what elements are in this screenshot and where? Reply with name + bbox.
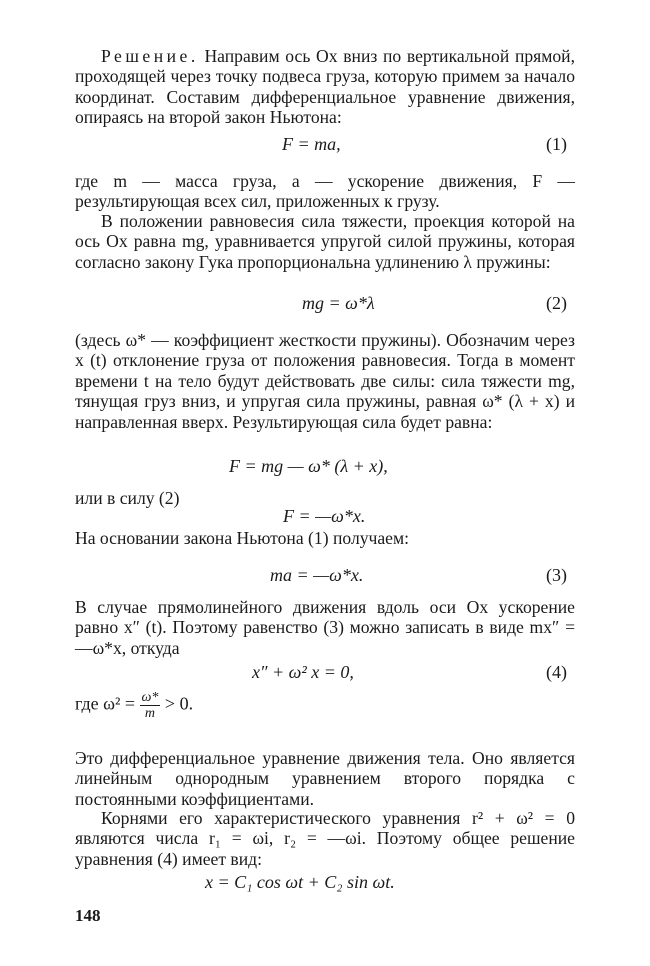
page-number: 148 bbox=[75, 906, 101, 925]
paragraph-rectilinear: В случае прямолинейного движения вдоль оси Ox ускорение равно x″ (t). Поэтому равенство (3) можно записать в виде mx″ = —ω*x, откуда bbox=[75, 597, 575, 658]
equation-1-number: (1) bbox=[546, 134, 567, 154]
equation-3: ma = —ω*x. bbox=[270, 565, 364, 585]
solution-lead: Решение. bbox=[101, 46, 199, 66]
paragraph-equilibrium: В положении равновесия сила тяжести, проекция которой на ось Ox равна mg, уравнивается упругой силой пружины, которая согласно закону Гука пропорциональна удлинению λ пружины: bbox=[75, 211, 575, 272]
omega-fraction-denominator: m bbox=[144, 706, 156, 721]
omega-definition-suffix: > 0. bbox=[164, 693, 194, 714]
omega-definition bbox=[75, 690, 193, 721]
line-newton: На основании закона Ньютона (1) получаем: bbox=[75, 528, 410, 548]
equation-4-number: (4) bbox=[546, 662, 567, 682]
equation-2: mg = ω*λ bbox=[302, 293, 375, 313]
equation-force: F = —ω*x. bbox=[283, 506, 366, 526]
equation-resultant: F = mg — ω* (λ + x), bbox=[229, 456, 388, 476]
equation-3-number: (3) bbox=[546, 565, 567, 585]
paragraph-linear-equation: Это дифференциальное уравнение движения тела. Оно является линейным однородным уравнением второго порядка с постоянными коэффициентами. bbox=[75, 748, 575, 809]
paragraph-roots: Корнями его характеристического уравнения r² + ω² = 0 являются числа r₁ = ωi, r₂ = —ωi. Поэтому общее решение уравнения (4) имеет вид: bbox=[75, 808, 575, 869]
paragraph-definitions: где m — масса груза, a — ускорение движения, F — результирующая всех сил, приложенных к грузу. bbox=[75, 171, 575, 212]
paragraph-solution bbox=[75, 46, 575, 128]
omega-fraction-numerator: ω* bbox=[141, 690, 159, 705]
line-by-virtue: или в силу (2) bbox=[75, 488, 180, 508]
omega-fraction bbox=[140, 690, 161, 721]
paragraph-forces: (здесь ω* — коэффициент жесткости пружины). Обозначим через x (t) отклонение груза от положения равновесия. Тогда в момент времени t на тело будут действовать две силы: сила тяжести mg, тянущая груз вниз, и упругая сила пружины, равная ω* (λ + x) и направленная вверх. Результирующая сила будет равна: bbox=[75, 330, 575, 432]
equation-2-number: (2) bbox=[546, 293, 567, 313]
omega-definition-prefix: где ω² = bbox=[75, 693, 136, 714]
equation-4: x″ + ω² x = 0, bbox=[252, 662, 354, 682]
equation-1: F = ma, bbox=[282, 134, 341, 154]
equation-solution: x = C₁ cos ωt + C₂ sin ωt. bbox=[205, 872, 395, 892]
solution-text: Направим ось Ox вниз по вертикальной прямой, проходящей через точку подвеса груза, которую примем за начало координат. Составим дифференциальное уравнение движения, опираясь на второй закон Ньютона: bbox=[75, 46, 575, 128]
